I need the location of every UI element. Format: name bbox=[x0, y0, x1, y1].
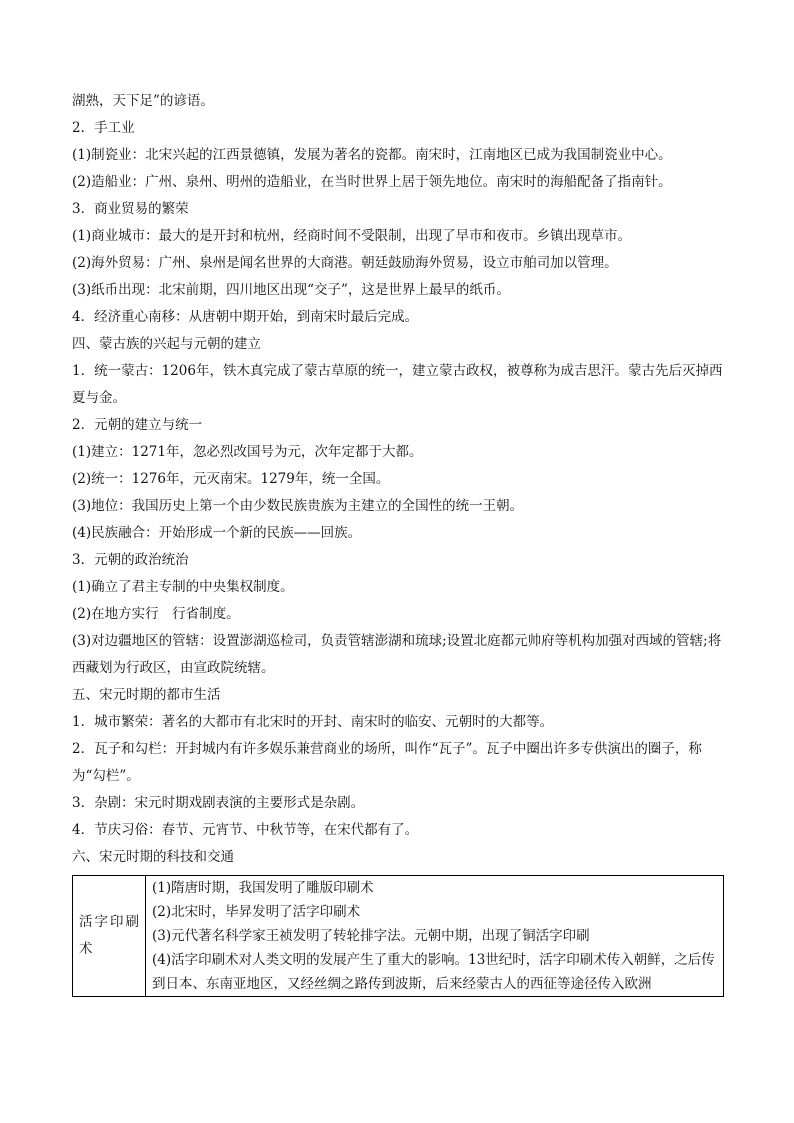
text-line: (1)制瓷业：北宋兴起的江西景德镇，发展为著名的瓷都。南宋时，江南地区已成为我国制瓷业中心。 bbox=[72, 147, 672, 163]
text-line: (3)地位：我国历史上第一个由少数民族贵族为主建立的全国性的统一王朝。 bbox=[72, 498, 524, 514]
section-heading: 3．元朝的政治统治 bbox=[72, 552, 189, 568]
tech-table bbox=[72, 875, 724, 997]
text-line: 4．节庆习俗：春节、元宵节、中秋节等，在宋代都有了。 bbox=[72, 822, 419, 838]
text-line: 1．城市繁荣：著名的大都市有北宋时的开封、南宋时的临安、元朝时的大都等。 bbox=[72, 714, 554, 730]
text-line: 湖熟，天下足”的谚语。 bbox=[72, 93, 214, 109]
text-line: 4．经济重心南移：从唐朝中期开始，到南宋时最后完成。 bbox=[72, 309, 419, 325]
text-paragraph: 1．统一蒙古：1206年，铁木真完成了蒙古草原的统一，建立蒙古政权，被尊称为成吉思汗。蒙古先后灭掉西夏与金。 bbox=[72, 363, 723, 406]
text-line: (1)建立：1271年，忽必烈改国号为元，次年定都于大都。 bbox=[72, 444, 423, 460]
document-body bbox=[72, 88, 724, 997]
table-item: (4)活字印刷术对人类文明的发展产生了重大的影响。13世纪时，活字印刷术传入朝鲜，之后传到日本、东南亚地区，又经丝绸之路传到波斯，后来经蒙古人的西征等途径传入欧洲 bbox=[152, 952, 715, 992]
table-item: (2)北宋时，毕昇发明了活字印刷术 bbox=[152, 904, 361, 920]
table-item: (3)元代著名科学家王祯发明了转轮排字法。元朝中期，出现了铜活字印刷 bbox=[152, 928, 590, 944]
table-label-cell: 活字印刷术 bbox=[73, 876, 146, 997]
section-heading: 2．手工业 bbox=[72, 120, 135, 136]
text-paragraph: 2．瓦子和勾栏：开封城内有许多娱乐兼营商业的场所，叫作“瓦子”。瓦子中圈出许多专供演出的圈子，称为“勾栏”。 bbox=[72, 741, 702, 784]
table-items-cell bbox=[146, 876, 724, 997]
text-line: (3)纸币出现：北宋前期，四川地区出现“交子”，这是世界上最早的纸币。 bbox=[72, 282, 510, 298]
text-line: (4)民族融合：开始形成一个新的民族——回族。 bbox=[72, 525, 362, 541]
table-row bbox=[73, 876, 724, 997]
table-item: (1)隋唐时期，我国发明了雕版印刷术 bbox=[152, 880, 374, 896]
text-paragraph: (3)对边疆地区的管辖：设置澎湖巡检司，负责管辖澎湖和琉球;设置北庭都元帅府等机构加强对西域的管辖;将西藏划为行政区，由宣政院统辖。 bbox=[72, 633, 722, 676]
text-line: (2)在地方实行 行省制度。 bbox=[72, 606, 240, 622]
text-line: (2)海外贸易：广州、泉州是闻名世界的大商港。朝廷鼓励海外贸易，设立市舶司加以管理。 bbox=[72, 255, 618, 271]
chapter-heading: 四、蒙古族的兴起与元朝的建立 bbox=[72, 336, 261, 352]
text-line: (2)造船业：广州、泉州、明州的造船业，在当时世界上居于领先地位。南宋时的海船配备了指南针。 bbox=[72, 174, 672, 190]
text-line: (1)商业城市：最大的是开封和杭州，经商时间不受限制，出现了早市和夜市。乡镇出现草市。 bbox=[72, 228, 632, 244]
chapter-heading: 五、宋元时期的都市生活 bbox=[72, 687, 221, 703]
section-heading: 2．元朝的建立与统一 bbox=[72, 417, 203, 433]
text-line: (1)确立了君主专制的中央集权制度。 bbox=[72, 579, 294, 595]
chapter-heading: 六、宋元时期的科技和交通 bbox=[72, 849, 234, 865]
text-line: (2)统一：1276年，元灭南宋。1279年，统一全国。 bbox=[72, 471, 390, 487]
section-heading: 3．商业贸易的繁荣 bbox=[72, 201, 189, 217]
text-line: 3．杂剧：宋元时期戏剧表演的主要形式是杂剧。 bbox=[72, 795, 365, 811]
